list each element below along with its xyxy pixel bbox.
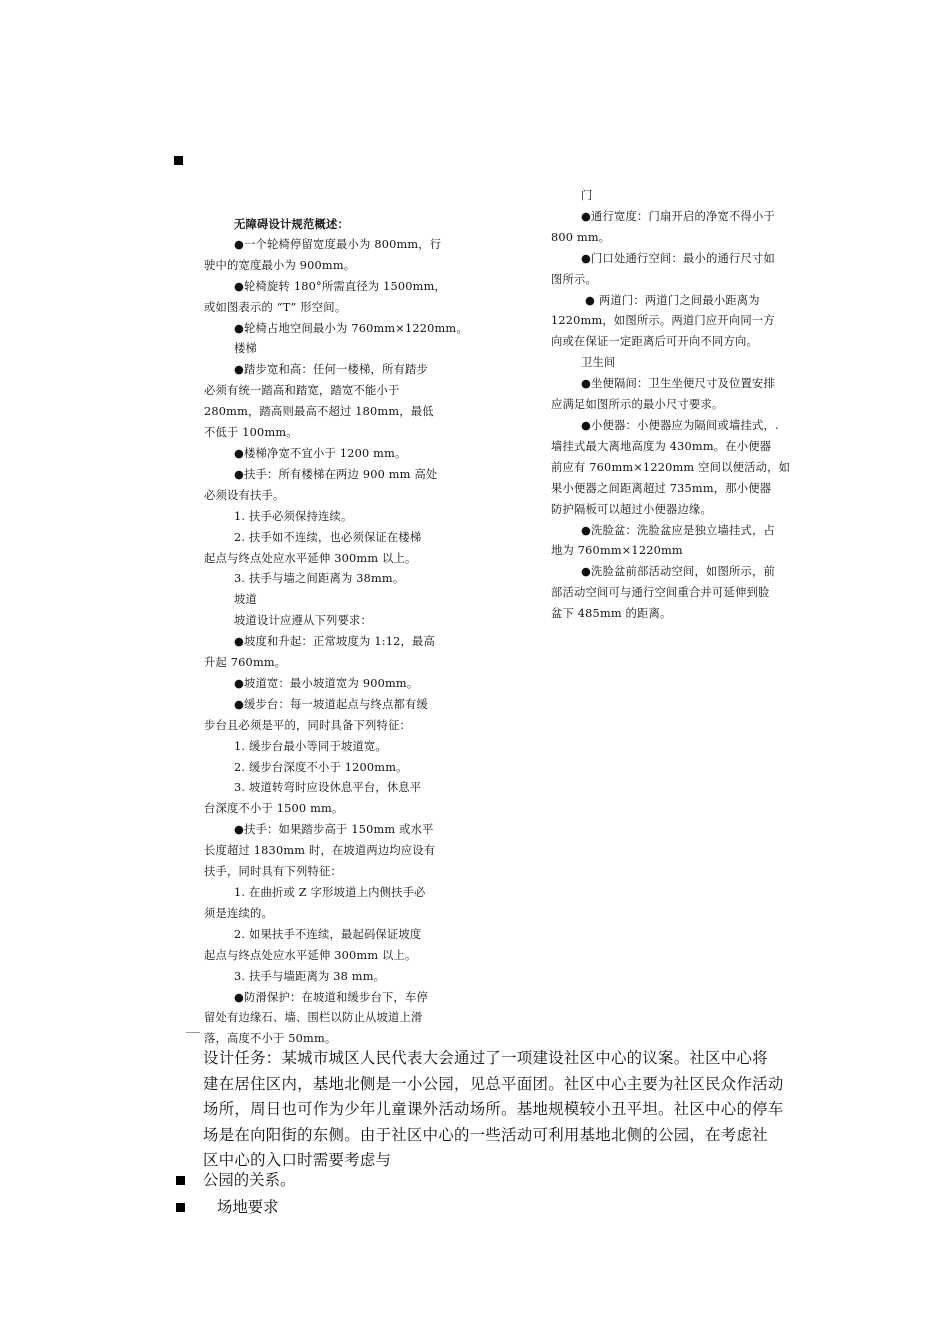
text-line: 3. 坡道转弯时应设休息平台，休息平 [234, 781, 422, 795]
text-line: ●小便器：小便器应为隔间或墙挂式，. [581, 418, 779, 432]
text-line: 盆下 485mm 的距离。 [551, 607, 672, 621]
design-task-paragraph [203, 1046, 823, 1174]
bullet-text-site-requirements: 场地要求 [217, 1198, 279, 1216]
text-line: 楼梯 [234, 342, 257, 356]
text-line: 不低于 100mm。 [204, 426, 298, 440]
task-line: 设计任务：某城市城区人民代表大会通过了一项建设社区中心的议案。社区中心将 [203, 1049, 768, 1067]
text-line: ●洗脸盆前部活动空间，如图所示，前 [581, 565, 776, 579]
text-line: 1. 在曲折或 Z 字形坡道上内侧扶手必 [234, 886, 426, 899]
text-line: 280mm，踏高则最高不超过 180mm，最低 [204, 405, 434, 419]
text-line: 2. 如果扶手不连续，最起码保证坡度 [234, 927, 422, 941]
text-line: ●通行宽度：门扇开启的净宽不得小于 [581, 209, 776, 223]
text-line: 部活动空间可与通行空间重合并可延伸到脸 [551, 586, 770, 600]
text-line: 坡道设计应遵从下列要求： [234, 614, 372, 628]
top-bullet-square [174, 156, 183, 165]
text-line: 卫生间 [581, 356, 616, 370]
text-line: 留处有边缘石、墙、围栏以防止从坡道上滑 [204, 1011, 423, 1025]
text-line: ●缓步台：每一坡道起点与终点都有缓 [234, 697, 429, 711]
text-line: ●楼梯净宽不宜小于 1200 mm。 [234, 446, 407, 460]
task-line: 场所，周日也可作为少年儿童课外活动场所。基地规模较小丑平坦。社区中心的停车 [203, 1100, 784, 1119]
text-line: ●坡度和升起：正常坡度为 1:12，最高 [234, 635, 435, 649]
text-line: 坡道 [234, 593, 257, 607]
text-line: 地为 760mm×1220mm [551, 544, 683, 558]
text-line: 1. 缓步台最小等同于坡道宽。 [234, 739, 387, 753]
task-line: 建在居住区内，基地北侧是一小公园，见总平面团。社区中心主要为社区民众作活动 [203, 1074, 784, 1093]
bullet-square-2 [176, 1203, 185, 1212]
text-line: 必须有统一踏高和踏宽，踏宽不能小于 [204, 384, 400, 398]
bullet-text-park-relation: 公园的关系。 [203, 1171, 296, 1189]
text-line: 须是连续的。 [204, 906, 273, 920]
text-line: 1220mm，如图所示。两道门应开向同一方 [551, 314, 775, 328]
text-line: 驶中的宽度最小为 900mm。 [204, 258, 356, 272]
text-line: ●扶手：所有楼梯在两边 900 mm 高处 [234, 467, 438, 481]
text-line: 3. 扶手与墙距离为 38 mm。 [234, 969, 386, 983]
text-line: 扶手，同时具有下列特征： [204, 865, 342, 879]
text-line: 2. 缓步台深度不小于 1200mm。 [234, 760, 408, 774]
text-line: 前应有 760mm×1220mm 空间以便活动，如 [551, 460, 791, 474]
text-line: 起点与终点处应水平延伸 300mm 以上。 [204, 551, 417, 565]
text-line: 墙挂式最大离地高度为 430mm。在小便器 [551, 439, 772, 453]
text-line: 2. 扶手如不连续，也必须保证在楼梯 [234, 530, 422, 544]
task-line: 场是在向阳街的东侧。由于社区中心的一些活动可利用基地北侧的公园，在考虑社 [203, 1125, 768, 1144]
text-line: 向或在保证一定距离后可开向不同方向。 [551, 335, 758, 349]
text-line: 落，高度不小于 50mm。 [204, 1032, 337, 1046]
text-line: 800 mm。 [551, 230, 611, 244]
right-column [551, 186, 836, 625]
text-line: ●轮椅旋转 180°所需直径为 1500mm， [234, 279, 446, 293]
task-line: 区中心的入口时需要考虑与 [203, 1151, 392, 1170]
text-line: ●门口处通行空间：最小的通行尺寸如 [581, 251, 776, 265]
left-column [204, 214, 484, 1050]
text-line: ●踏步宽和高：任何一楼梯，所有踏步 [234, 363, 429, 377]
text-line: 1. 扶手必须保持连续。 [234, 509, 353, 523]
text-line: ●坡道宽：最小坡道宽为 900mm。 [234, 676, 419, 690]
text-line: 升起 760mm。 [204, 656, 287, 670]
text-line: ●坐便隔间：卫生坐便尺寸及位置安排 [581, 377, 776, 391]
text-line: 台深度不小于 1500 mm。 [204, 802, 344, 816]
text-line: ●轮椅占地空间最小为 760mm×1220mm。 [234, 321, 468, 335]
text-line: 无障碍设计规范概述： [234, 217, 349, 231]
text-line: ●一个轮椅停留宽度最小为 800mm，行 [234, 237, 442, 251]
text-line: ●防滑保护：在坡道和缓步台下，车停 [234, 990, 429, 1004]
text-line: ● 两道门：两道门之间最小距离为 [585, 293, 760, 307]
text-line: 3. 扶手与墙之间距离为 38mm。 [234, 572, 405, 586]
text-line: 图所示。 [551, 272, 597, 286]
text-line: 应满足如图所示的最小尺寸要求。 [551, 398, 724, 412]
text-line: 防护隔板可以超过小便器边缘。 [551, 502, 712, 516]
text-line: ●扶手：如果踏步高于 150mm 或水平 [234, 823, 434, 837]
bullet-square-1 [176, 1176, 185, 1185]
text-line: 必须设有扶手。 [204, 488, 285, 502]
text-line: 步台且必须是平的，同时具备下列特征： [204, 718, 411, 732]
text-line: 或如图表示的 “T” 形空间。 [204, 300, 347, 314]
text-line: ●洗脸盆：洗脸盆应是独立墙挂式，占 [581, 523, 776, 537]
text-line: 起点与终点处应水平延伸 300mm 以上。 [204, 948, 417, 962]
text-line: 门 [581, 189, 593, 202]
text-line: 长度超过 1830mm 时，在坡道两边均应设有 [204, 844, 436, 858]
left-margin-mark [186, 1032, 200, 1033]
text-line: 果小便器之间距离超过 735mm，那小便器 [551, 481, 772, 495]
